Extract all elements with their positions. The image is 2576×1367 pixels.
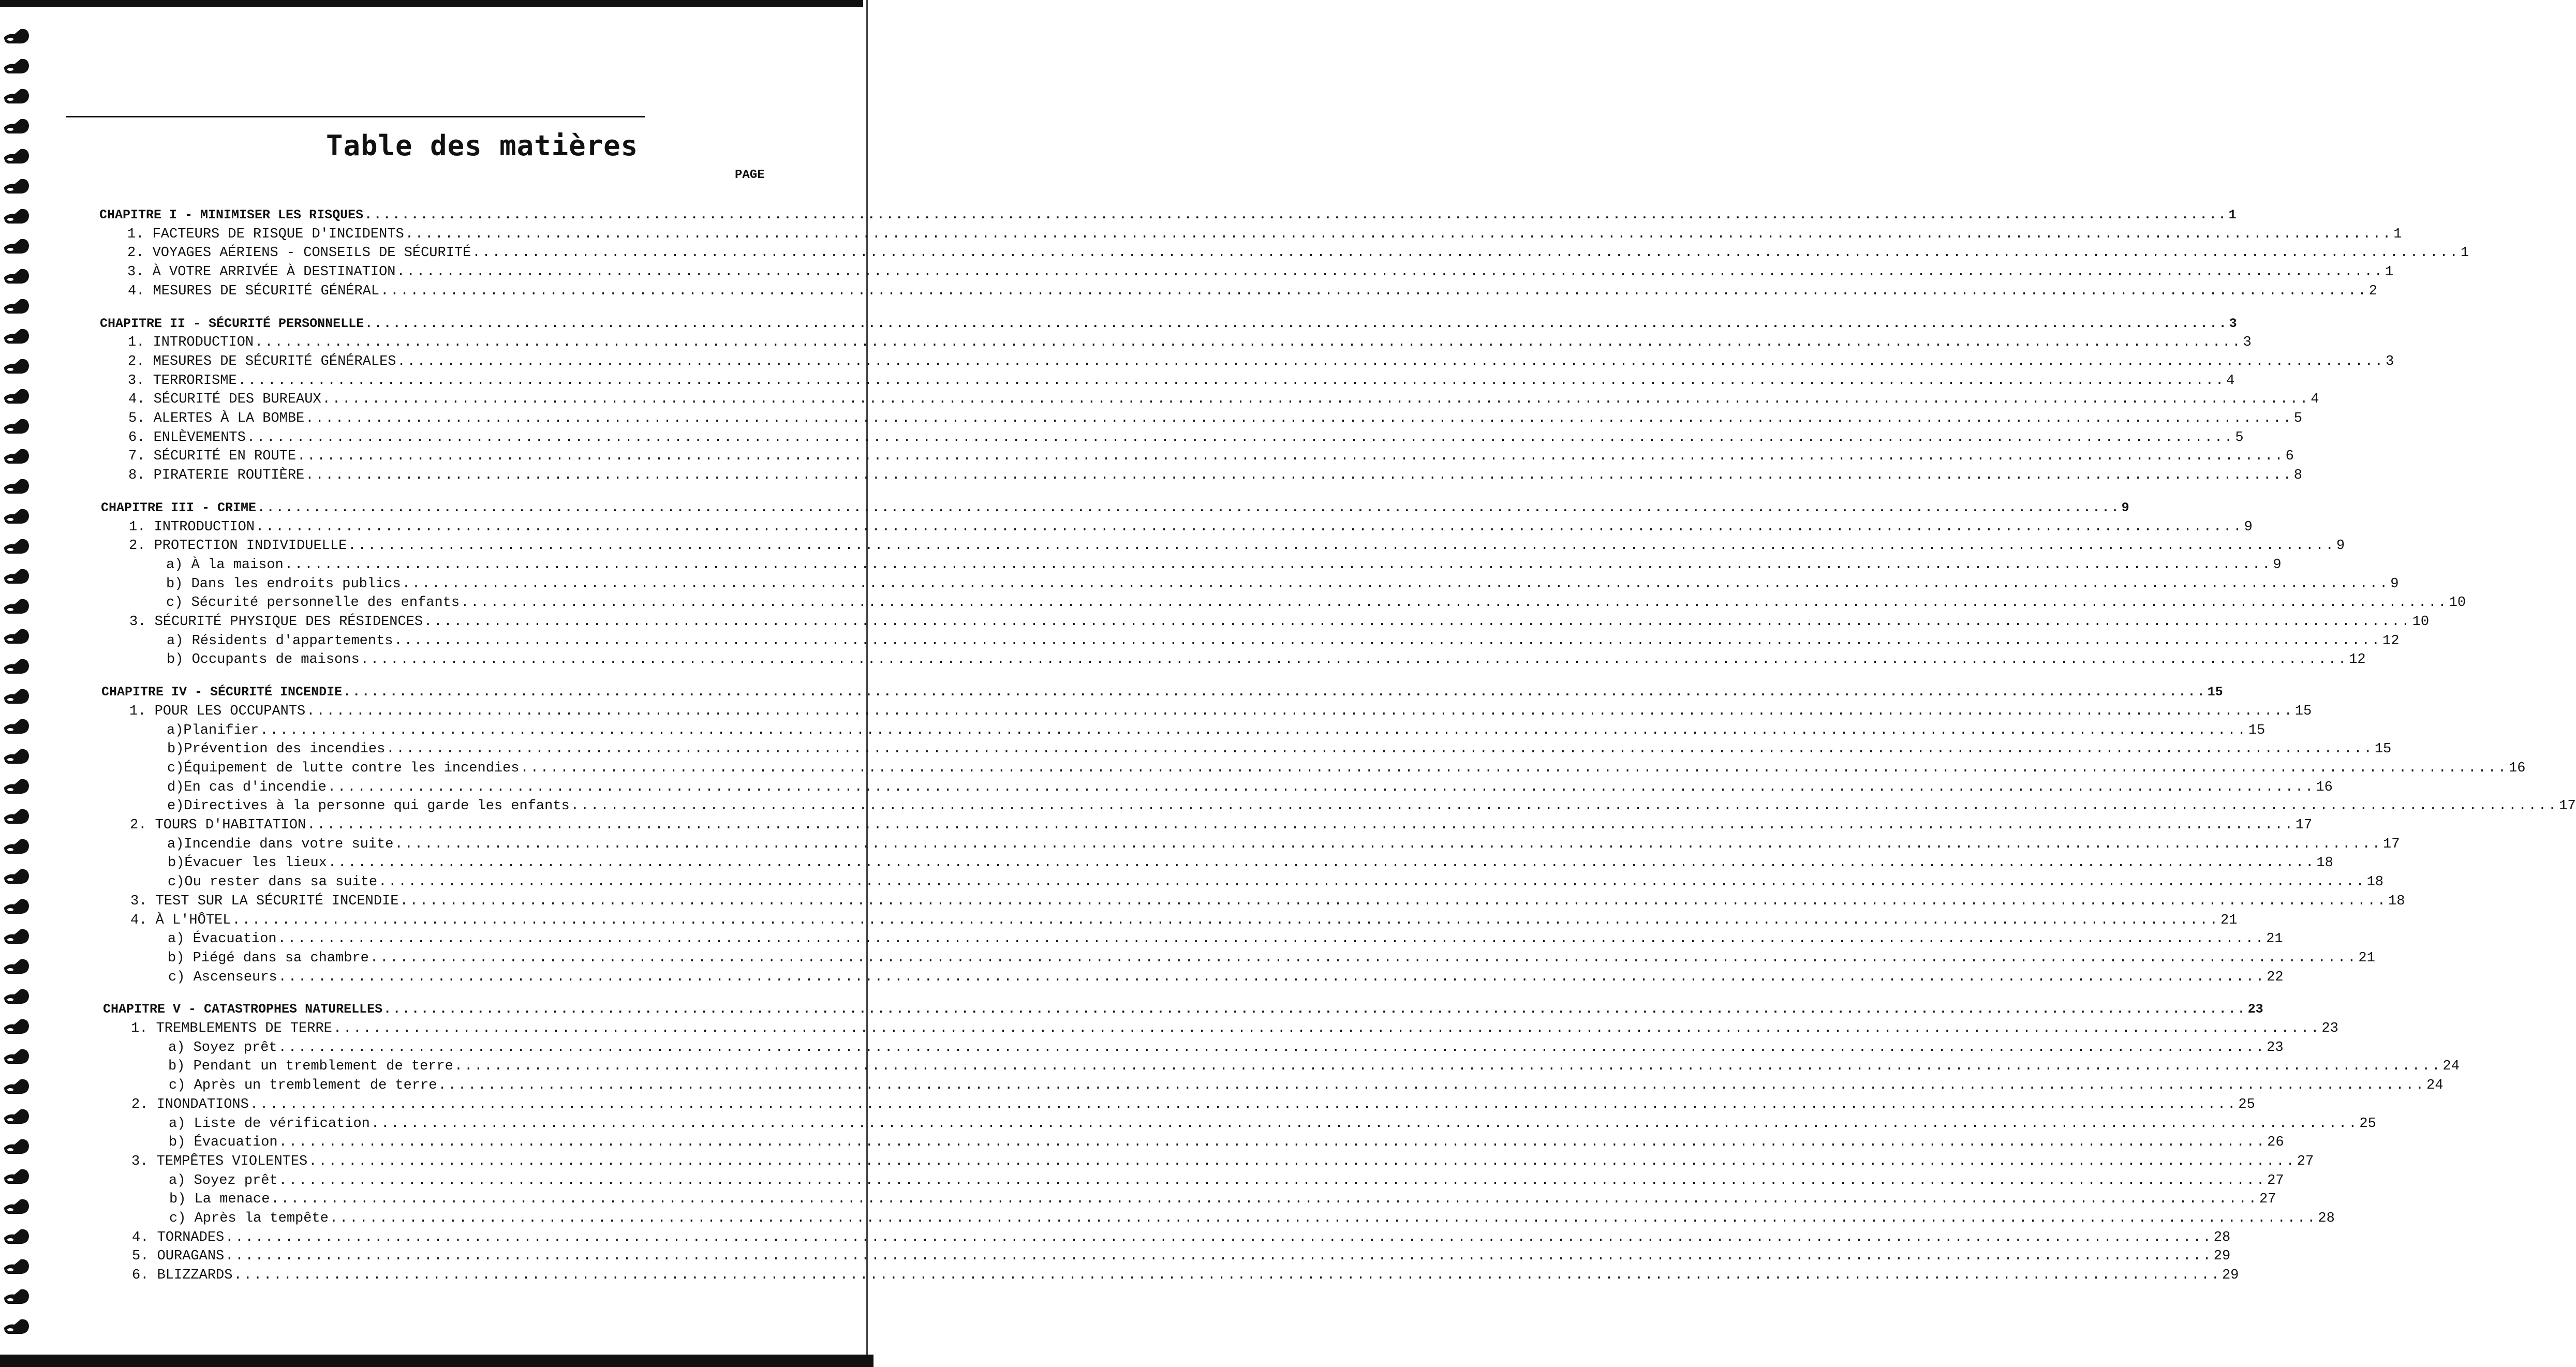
toc-entry-title: CHAPITRE II - SÉCURITÉ PERSONNELLE	[100, 316, 364, 331]
toc-entry-title: 2. MESURES DE SÉCURITÉ GÉNÉRALES	[128, 354, 396, 369]
toc-section-entry	[129, 537, 2345, 555]
toc-entry-page-number: 28	[2213, 1230, 2231, 1245]
toc-entry-title: a)Planifier	[167, 723, 259, 738]
toc-entry-page-number: 17	[2295, 818, 2313, 833]
dot-leader: ........................................................................................................................................................................................................	[380, 284, 2368, 299]
dot-leader: ........................................................................................................................................................................................................	[284, 557, 2272, 573]
toc-subsection-entry	[166, 593, 2466, 612]
toc-section-entry	[131, 1019, 2338, 1038]
toc-subsection-entry	[167, 632, 2400, 650]
toc-entry-title: 2. TOURS D'HABITATION	[130, 818, 306, 833]
toc-entry-page-number: 18	[2388, 894, 2405, 909]
dot-leader: ........................................................................................................................................................................................................	[305, 411, 2293, 426]
toc-entry-page-number: 9	[2121, 500, 2129, 515]
toc-subsection-entry	[168, 1038, 2284, 1057]
toc-entry-title: b)Prévention des incendies	[167, 741, 386, 757]
toc-chapter-entry	[100, 315, 2237, 333]
toc-entry-page-number: 10	[2449, 595, 2466, 611]
toc-entry-title: c)Ou rester dans sa suite	[168, 874, 378, 890]
dot-leader: ........................................................................................................................................................................................................	[297, 449, 2285, 464]
toc-entry-page-number: 26	[2267, 1135, 2284, 1150]
toc-entry-page-number: 1	[2460, 245, 2469, 261]
toc-entry-page-number: 16	[2316, 780, 2333, 795]
toc-entry-page-number: 24	[2442, 1059, 2460, 1074]
toc-section-entry	[128, 428, 2244, 447]
dot-leader: ........................................................................................................................................................................................................	[333, 1021, 2321, 1036]
toc-entry-page-number: 1	[2385, 264, 2394, 280]
toc-entry-title: 1. POUR LES OCCUPANTS	[129, 704, 306, 719]
dot-leader: ........................................................................................................................................................................................................	[405, 227, 2393, 242]
toc-entry-page-number: 12	[2382, 633, 2400, 649]
dot-leader: ........................................................................................................................................................................................................	[369, 950, 2358, 966]
dot-leader: ........................................................................................................................................................................................................	[438, 1078, 2426, 1093]
toc-entry-title: 7. SÉCURITÉ EN ROUTE	[128, 449, 297, 464]
toc-entry-title: e)Directives à la personne qui garde les enfants	[167, 798, 570, 814]
toc-entry-page-number: 1	[2228, 207, 2237, 222]
dot-leader: ........................................................................................................................................................................................................	[454, 1059, 2442, 1074]
toc-entry-page-number: 17	[2559, 798, 2576, 814]
toc-section-entry	[128, 282, 2377, 301]
dot-leader: ........................................................................................................................................................................................................	[402, 576, 2390, 592]
toc-entry-title: a) À la maison	[166, 557, 284, 573]
toc-entry-title: b) Piégé dans sa chambre	[168, 950, 369, 966]
toc-entry-title: 1. TREMBLEMENTS DE TERRE	[131, 1021, 332, 1036]
dot-leader: ........................................................................................................................................................................................................	[394, 633, 2382, 649]
toc-entry-page-number: 23	[2321, 1021, 2338, 1036]
dot-leader: ........................................................................................................................................................................................................	[328, 855, 2316, 871]
toc-entry-page-number: 27	[2259, 1192, 2276, 1207]
toc-entry-title: CHAPITRE III - CRIME	[101, 500, 257, 515]
toc-subsection-entry	[168, 854, 2333, 872]
toc-subsection-entry	[168, 873, 2384, 891]
dot-leader: ........................................................................................................................................................................................................	[394, 837, 2382, 852]
toc-section-entry	[127, 244, 2469, 262]
toc-section-entry	[129, 518, 2253, 537]
toc-subsection-entry	[167, 797, 2576, 815]
toc-section-entry	[132, 1266, 2239, 1285]
toc-subsection-entry	[167, 835, 2400, 854]
toc-entry-page-number: 15	[2248, 723, 2266, 738]
toc-entry-page-number: 25	[2238, 1097, 2255, 1112]
toc-entry-title: 2. INONDATIONS	[131, 1097, 249, 1112]
toc-entry-page-number: 27	[2297, 1154, 2314, 1169]
dot-leader: ........................................................................................................................................................................................................	[570, 798, 2558, 814]
toc-entry-title: 5. ALERTES À LA BOMBE	[128, 411, 305, 426]
toc-entry-page-number: 18	[2316, 855, 2333, 871]
toc-subsection-entry	[168, 1057, 2460, 1076]
toc-subsection-entry	[167, 721, 2266, 740]
dot-leader: ........................................................................................................................................................................................................	[399, 894, 2388, 909]
toc-entry-page-number: 1	[2393, 227, 2402, 242]
dot-leader: ........................................................................................................................................................................................................	[238, 373, 2226, 389]
toc-entry-page-number: 29	[2213, 1249, 2231, 1264]
dot-leader: ........................................................................................................................................................................................................	[278, 1135, 2267, 1150]
toc-entry-page-number: 23	[2247, 1002, 2263, 1017]
page-column-label: PAGE	[735, 168, 765, 182]
dot-leader: ........................................................................................................................................................................................................	[233, 1268, 2221, 1283]
toc-entry-title: a) Évacuation	[168, 931, 277, 947]
toc-entry-page-number: 9	[2244, 519, 2253, 535]
toc-entry-page-number: 2	[2368, 284, 2377, 299]
dot-leader: ........................................................................................................................................................................................................	[520, 761, 2508, 776]
dot-leader: ........................................................................................................................................................................................................	[364, 207, 2228, 222]
dot-leader: ........................................................................................................................................................................................................	[225, 1249, 2213, 1264]
dot-leader: ........................................................................................................................................................................................................	[305, 468, 2293, 483]
dot-leader: ........................................................................................................................................................................................................	[246, 430, 2234, 445]
toc-section-entry	[130, 816, 2313, 835]
toc-subsection-entry	[166, 575, 2399, 593]
toc-entry-page-number: 3	[2243, 335, 2252, 350]
toc-section-entry	[128, 447, 2294, 466]
dot-leader: ........................................................................................................................................................................................................	[327, 780, 2315, 795]
toc-section-entry	[129, 702, 2312, 721]
toc-entry-title: c) Ascenseurs	[168, 970, 277, 985]
dot-leader: ........................................................................................................................................................................................................	[322, 392, 2310, 407]
toc-entry-title: 3. TEST SUR LA SÉCURITÉ INCENDIE	[130, 894, 399, 909]
toc-section-entry	[130, 892, 2405, 911]
toc-entry-title: 1. INTRODUCTION	[129, 519, 255, 535]
toc-entry-title: 1. INTRODUCTION	[128, 335, 254, 350]
toc-subsection-entry	[169, 1190, 2276, 1209]
toc-entry-page-number: 27	[2267, 1173, 2284, 1188]
toc-entry-title: a) Résidents d'appartements	[167, 633, 393, 649]
dot-leader: ........................................................................................................................................................................................................	[271, 1192, 2258, 1207]
toc-entry-page-number: 21	[2220, 913, 2238, 928]
dot-leader: ........................................................................................................................................................................................................	[383, 1002, 2247, 1017]
toc-entry-title: 3. À VOTRE ARRIVÉE À DESTINATION	[127, 264, 396, 280]
dot-leader: ........................................................................................................................................................................................................	[260, 723, 2247, 738]
dot-leader: ........................................................................................................................................................................................................	[277, 931, 2266, 947]
toc-entry-title: 3. TERRORISME	[128, 373, 237, 389]
toc-entry-page-number: 9	[2390, 576, 2399, 592]
toc-subsection-entry	[168, 930, 2283, 948]
toc-entry-page-number: 15	[2294, 704, 2312, 719]
toc-entry-title: 3. TEMPÊTES VIOLENTES	[131, 1154, 308, 1169]
toc-subsection-entry	[166, 556, 2282, 574]
toc-section-entry	[129, 613, 2430, 631]
toc-entry-title: a) Soyez prêt	[169, 1173, 278, 1188]
toc-section-entry	[127, 263, 2394, 281]
toc-entry-page-number: 15	[2207, 685, 2223, 700]
toc-entry-page-number: 16	[2509, 761, 2526, 776]
toc-entry-title: a) Liste de vérification	[169, 1116, 370, 1132]
toc-entry-page-number: 21	[2358, 950, 2375, 966]
toc-chapter-entry	[101, 499, 2129, 517]
toc-entry-title: c) Sécurité personnelle des enfants	[166, 595, 460, 611]
dot-leader: ........................................................................................................................................................................................................	[386, 741, 2374, 757]
toc-entry-title: 2. PROTECTION INDIVIDUELLE	[129, 538, 347, 554]
toc-entry-title: 4. À L'HÔTEL	[130, 913, 231, 928]
toc-section-entry	[128, 466, 2302, 485]
toc-subsection-entry	[169, 1115, 2376, 1133]
dot-leader: ........................................................................................................................................................................................................	[278, 1040, 2266, 1056]
toc-entry-page-number: 17	[2383, 837, 2400, 852]
toc-section-entry	[130, 911, 2238, 930]
toc-entry-title: 8. PIRATERIE ROUTIÈRE	[128, 468, 305, 483]
toc-entry-page-number: 24	[2426, 1078, 2444, 1093]
toc-entry-page-number: 8	[2293, 468, 2302, 483]
toc-entry-title: b) Dans les endroits publics	[166, 576, 401, 592]
dot-leader: ........................................................................................................................................................................................................	[396, 264, 2385, 280]
toc-entry-page-number: 18	[2366, 874, 2384, 890]
dot-leader: ........................................................................................................................................................................................................	[306, 704, 2294, 719]
toc-entry-title: a)Incendie dans votre suite	[167, 837, 394, 852]
toc-subsection-entry	[168, 968, 2284, 987]
dot-leader: ........................................................................................................................................................................................................	[249, 1097, 2238, 1112]
dot-leader: ........................................................................................................................................................................................................	[360, 652, 2348, 667]
toc-entry-page-number: 29	[2222, 1268, 2239, 1283]
dot-leader: ........................................................................................................................................................................................................	[232, 913, 2219, 928]
toc-section-entry	[131, 1152, 2314, 1171]
toc-entry-title: 5. OURAGANS	[132, 1249, 225, 1264]
page-title: Table des matières	[326, 129, 639, 162]
dot-leader: ........................................................................................................................................................................................................	[225, 1230, 2213, 1245]
toc-subsection-entry	[169, 1133, 2284, 1152]
dot-leader: ........................................................................................................................................................................................................	[255, 335, 2242, 350]
toc-entry-title: b)Évacuer les lieux	[168, 855, 327, 871]
toc-entry-page-number: 4	[2311, 392, 2319, 407]
toc-section-entry	[131, 1095, 2255, 1114]
dot-leader: ........................................................................................................................................................................................................	[365, 316, 2228, 331]
dot-leader: ........................................................................................................................................................................................................	[343, 685, 2207, 700]
toc-entry-page-number: 22	[2267, 970, 2284, 985]
toc-subsection-entry	[167, 778, 2333, 797]
dot-leader: ........................................................................................................................................................................................................	[397, 354, 2385, 369]
toc-section-entry	[128, 372, 2235, 390]
toc-entry-page-number: 10	[2412, 614, 2430, 630]
dot-leader: ........................................................................................................................................................................................................	[424, 614, 2411, 630]
toc-entry-page-number: 3	[2229, 316, 2237, 331]
toc-entry-title: 2. VOYAGES AÉRIENS - CONSEILS DE SÉCURITÉ	[127, 245, 471, 261]
toc-entry-title: 4. MESURES DE SÉCURITÉ GÉNÉRAL	[128, 284, 380, 299]
toc-entry-title: CHAPITRE I - MINIMISER LES RISQUES	[99, 207, 364, 222]
dot-leader: ........................................................................................................................................................................................................	[257, 500, 2121, 515]
toc-entry-page-number: 5	[2235, 430, 2244, 445]
toc-entry-title: c) Après la tempête	[169, 1211, 329, 1226]
dot-leader: ........................................................................................................................................................................................................	[378, 874, 2366, 890]
dot-leader: ........................................................................................................................................................................................................	[371, 1116, 2359, 1132]
toc-entry-title: 4. SÉCURITÉ DES BUREAUX	[128, 392, 321, 407]
toc-chapter-entry	[103, 1000, 2263, 1019]
toc-entry-title: a) Soyez prêt	[168, 1040, 277, 1056]
toc-entry-title: 1. FACTEURS DE RISQUE D'INCIDENTS	[127, 227, 404, 242]
toc-entry-page-number: 28	[2318, 1211, 2335, 1226]
toc-entry-page-number: 6	[2285, 449, 2294, 464]
toc-entry-title: c) Après un tremblement de terre	[169, 1078, 437, 1093]
dot-leader: ........................................................................................................................................................................................................	[256, 519, 2243, 535]
toc-entry-page-number: 9	[2273, 557, 2282, 573]
dot-leader: ........................................................................................................................................................................................................	[278, 970, 2266, 985]
dot-leader: ........................................................................................................................................................................................................	[472, 245, 2460, 261]
dot-leader: ........................................................................................................................................................................................................	[348, 538, 2335, 554]
toc-entry-title: CHAPITRE V - CATASTROPHES NATURELLES	[103, 1002, 383, 1017]
dot-leader: ........................................................................................................................................................................................................	[278, 1173, 2267, 1188]
dot-leader: ........................................................................................................................................................................................................	[461, 595, 2448, 611]
toc-subsection-entry	[169, 1076, 2444, 1095]
toc-entry-title: 4. TORNADES	[132, 1230, 225, 1245]
toc-subsection-entry	[167, 759, 2526, 778]
toc-subsection-entry	[167, 740, 2392, 759]
toc-entry-page-number: 4	[2226, 373, 2235, 389]
toc-entry-page-number: 15	[2374, 741, 2392, 757]
toc-entry-page-number: 23	[2267, 1040, 2284, 1056]
toc-entry-title: b) Évacuation	[169, 1135, 278, 1150]
toc-entry-title: c)Équipement de lutte contre les incendies	[167, 761, 520, 776]
toc-section-entry	[132, 1247, 2231, 1266]
toc-section-entry	[128, 352, 2394, 371]
toc-entry-page-number: 3	[2386, 354, 2394, 369]
toc-section-entry	[127, 225, 2402, 244]
toc-chapter-entry	[99, 206, 2237, 225]
toc-subsection-entry	[167, 650, 2366, 669]
dot-leader: ........................................................................................................................................................................................................	[308, 1154, 2296, 1169]
toc-subsection-entry	[169, 1209, 2335, 1228]
toc-entry-page-number: 5	[2293, 411, 2302, 426]
toc-entry-title: 6. ENLÈVEMENTS	[128, 430, 246, 445]
toc-entry-page-number: 25	[2359, 1116, 2376, 1132]
toc-section-entry	[128, 390, 2319, 409]
toc-chapter-entry	[101, 683, 2223, 702]
toc-entry-title: 3. SÉCURITÉ PHYSIQUE DES RÉSIDENCES	[129, 614, 423, 630]
toc-entry-title: b) La menace	[169, 1192, 270, 1207]
toc-subsection-entry	[169, 1171, 2284, 1190]
dot-leader: ........................................................................................................................................................................................................	[307, 818, 2294, 833]
toc-entry-page-number: 9	[2336, 538, 2345, 554]
toc-entry-title: CHAPITRE IV - SÉCURITÉ INCENDIE	[101, 685, 343, 700]
toc-subsection-entry	[168, 949, 2375, 968]
toc-entry-title: b) Pendant un tremblement de terre	[168, 1059, 453, 1074]
toc-section-entry	[128, 409, 2302, 428]
toc-entry-title: d)En cas d'incendie	[167, 780, 327, 795]
toc-section-entry	[128, 333, 2252, 352]
dot-leader: ........................................................................................................................................................................................................	[329, 1211, 2317, 1226]
toc-entry-title: 6. BLIZZARDS	[132, 1268, 233, 1283]
toc-entry-title: b) Occupants de maisons	[167, 652, 360, 667]
toc-entry-page-number: 12	[2349, 652, 2366, 667]
toc-entry-page-number: 21	[2266, 931, 2283, 947]
toc-section-entry	[132, 1228, 2231, 1247]
